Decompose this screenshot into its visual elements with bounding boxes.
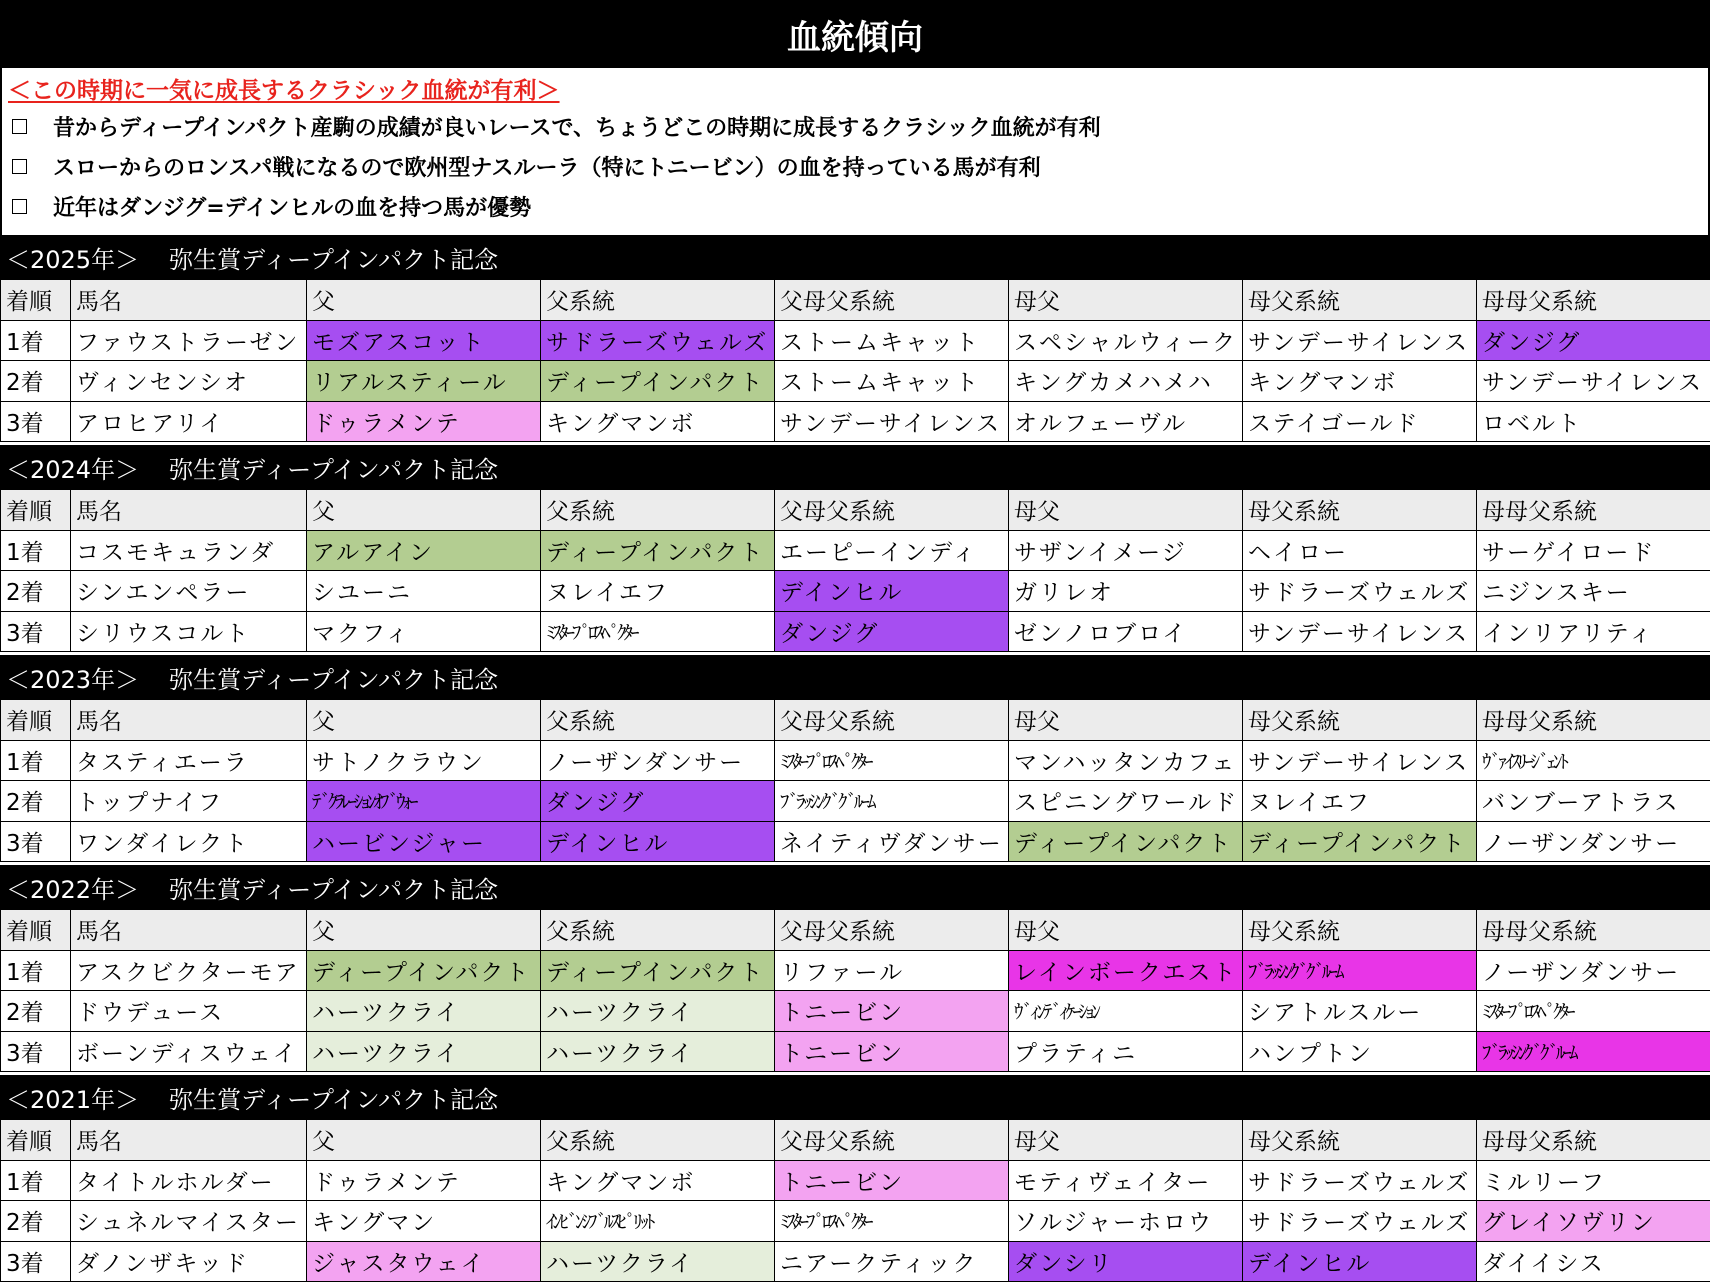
- column-header-row: [1, 280, 1710, 321]
- sire-dam-sire-line: トニービン: [775, 991, 1009, 1032]
- dam-sire-line: ハンプトン: [1243, 1031, 1477, 1072]
- dam-sire-line: サンデーサイレンス: [1243, 320, 1477, 361]
- summary-point: [2, 186, 531, 226]
- column-header: 母父系統: [1243, 280, 1477, 321]
- column-header-row: [1, 490, 1710, 531]
- column-header: 父母父系統: [775, 280, 1009, 321]
- table-row: [1, 1160, 1710, 1201]
- sire-line: ディープインパクト: [541, 361, 775, 402]
- column-header: 父: [307, 1120, 541, 1161]
- column-header: 母父系統: [1243, 910, 1477, 951]
- dam-dam-sire-line: グレイソヴリン: [1477, 1201, 1710, 1242]
- table-row: [1, 320, 1710, 361]
- column-header: 着順: [1, 490, 71, 531]
- horse-name: アスクビクターモア: [71, 950, 307, 991]
- table-row: [1, 1201, 1710, 1242]
- summary-point-text: スローからのロンスパ戦になるので欧州型ナスルーラ（特にトニービン）の血を持っている馬が有利: [53, 155, 1041, 181]
- dam-sire: オルフェーヴル: [1009, 401, 1243, 442]
- race-name: 弥生賞ディープインパクト記念: [169, 665, 499, 694]
- finish-position: 1着: [1, 320, 71, 361]
- dam-sire: プラティニ: [1009, 1031, 1243, 1072]
- dam-sire-line: ﾌﾞﾗｯｼﾝｸﾞｸﾞﾙｰﾑ: [1243, 950, 1477, 991]
- sire-dam-sire-line: トニービン: [775, 1160, 1009, 1201]
- horse-name: アロヒアリイ: [71, 401, 307, 442]
- column-header: 着順: [1, 1120, 71, 1161]
- table-row: [1, 950, 1710, 991]
- race-year: ＜2022年＞: [6, 875, 140, 904]
- column-header: 母母父系統: [1477, 490, 1710, 531]
- column-header: 母父: [1009, 280, 1243, 321]
- race-name: 弥生賞ディープインパクト記念: [169, 455, 499, 484]
- column-header: 父母父系統: [775, 1120, 1009, 1161]
- table-row: [1, 361, 1710, 402]
- horse-name: シュネルマイスター: [71, 1201, 307, 1242]
- sire-line: ヌレイエフ: [541, 571, 775, 612]
- summary-point: [2, 146, 1041, 186]
- horse-name: タスティエーラ: [71, 740, 307, 781]
- sire-dam-sire-line: ﾐｽﾀｰﾌﾟﾛｽﾍﾟｸﾀｰ: [775, 740, 1009, 781]
- column-header: 馬名: [71, 280, 307, 321]
- sire-dam-sire-line: ﾐｽﾀｰﾌﾟﾛｽﾍﾟｸﾀｰ: [775, 1201, 1009, 1242]
- dam-sire: ガリレオ: [1009, 571, 1243, 612]
- dam-dam-sire-line: インリアリティ: [1477, 611, 1710, 652]
- column-header: 父系統: [541, 700, 775, 741]
- finish-position: 3着: [1, 821, 71, 862]
- table-row: [1, 991, 1710, 1032]
- column-header: 父: [307, 910, 541, 951]
- column-header: 父系統: [541, 910, 775, 951]
- summary-point: [2, 106, 1101, 146]
- race-year: ＜2025年＞: [6, 245, 140, 274]
- checkbox-icon: [12, 199, 27, 214]
- race-name: 弥生賞ディープインパクト記念: [169, 1085, 499, 1114]
- sire: ハーツクライ: [307, 1031, 541, 1072]
- table-row: [1, 1031, 1710, 1072]
- year-header: [0, 235, 1710, 279]
- year-header: [0, 655, 1710, 699]
- dam-dam-sire-line: ノーザンダンサー: [1477, 821, 1710, 862]
- dam-sire: レインボークエスト: [1009, 950, 1243, 991]
- dam-sire: キングカメハメハ: [1009, 361, 1243, 402]
- race-year: ＜2021年＞: [6, 1085, 140, 1114]
- horse-name: ダノンザキッド: [71, 1241, 307, 1282]
- column-header: 母父系統: [1243, 700, 1477, 741]
- dam-sire-line: サドラーズウェルズ: [1243, 571, 1477, 612]
- column-header: 母母父系統: [1477, 280, 1710, 321]
- race-name: 弥生賞ディープインパクト記念: [169, 875, 499, 904]
- column-header: 母母父系統: [1477, 700, 1710, 741]
- sire-line: ﾐｽﾀｰﾌﾟﾛｽﾍﾟｸﾀｰ: [541, 611, 775, 652]
- sire-line: ディープインパクト: [541, 950, 775, 991]
- results-table: [0, 1119, 1710, 1282]
- sire-dam-sire-line: ダンジグ: [775, 611, 1009, 652]
- sire-line: キングマンボ: [541, 401, 775, 442]
- dam-dam-sire-line: ダンジグ: [1477, 320, 1710, 361]
- column-header: 父母父系統: [775, 910, 1009, 951]
- dam-sire-line: ヘイロー: [1243, 530, 1477, 571]
- column-header: 着順: [1, 910, 71, 951]
- dam-dam-sire-line: ダイイシス: [1477, 1241, 1710, 1282]
- results-table: [0, 279, 1710, 442]
- dam-dam-sire-line: バンブーアトラス: [1477, 781, 1710, 822]
- sire-dam-sire-line: サンデーサイレンス: [775, 401, 1009, 442]
- dam-sire: ソルジャーホロウ: [1009, 1201, 1243, 1242]
- dam-dam-sire-line: ニジンスキー: [1477, 571, 1710, 612]
- dam-sire: ディープインパクト: [1009, 821, 1243, 862]
- column-header: 母母父系統: [1477, 1120, 1710, 1161]
- sire-line: ｲﾝﾋﾞﾝｼﾌﾞﾙｽﾋﾟﾘｯﾄ: [541, 1201, 775, 1242]
- column-header: 馬名: [71, 700, 307, 741]
- year-header: [0, 865, 1710, 909]
- dam-dam-sire-line: サンデーサイレンス: [1477, 361, 1710, 402]
- horse-name: コスモキュランダ: [71, 530, 307, 571]
- dam-sire: ｳﾞｨﾝﾃﾞｨｹｰｼｮﾝ: [1009, 991, 1243, 1032]
- column-header: 馬名: [71, 910, 307, 951]
- table-row: [1, 821, 1710, 862]
- table-row: [1, 530, 1710, 571]
- dam-dam-sire-line: ノーザンダンサー: [1477, 950, 1710, 991]
- finish-position: 2着: [1, 571, 71, 612]
- results-table: [0, 699, 1710, 862]
- checkbox-icon: [12, 119, 27, 134]
- sire-dam-sire-line: エーピーインディ: [775, 530, 1009, 571]
- horse-name: シンエンペラー: [71, 571, 307, 612]
- finish-position: 1着: [1, 950, 71, 991]
- checkbox-icon: [12, 159, 27, 174]
- column-header: 父: [307, 490, 541, 531]
- sire: リアルスティール: [307, 361, 541, 402]
- column-header: 母父: [1009, 700, 1243, 741]
- page-title: 血統傾向: [0, 0, 1710, 68]
- sire-dam-sire-line: トニービン: [775, 1031, 1009, 1072]
- column-header: 馬名: [71, 1120, 307, 1161]
- finish-position: 3着: [1, 611, 71, 652]
- finish-position: 2着: [1, 361, 71, 402]
- dam-dam-sire-line: ミルリーフ: [1477, 1160, 1710, 1201]
- table-row: [1, 611, 1710, 652]
- summary-point-text: 近年はダンジグ=デインヒルの血を持つ馬が優勢: [53, 195, 532, 221]
- race-year: ＜2024年＞: [6, 455, 140, 484]
- finish-position: 3着: [1, 401, 71, 442]
- dam-sire-line: ヌレイエフ: [1243, 781, 1477, 822]
- sire-line: サドラーズウェルズ: [541, 320, 775, 361]
- year-header: [0, 1075, 1710, 1119]
- dam-sire: スペシャルウィーク: [1009, 320, 1243, 361]
- column-header: 父: [307, 280, 541, 321]
- column-header: 母父: [1009, 910, 1243, 951]
- sire-dam-sire-line: ニアークティック: [775, 1241, 1009, 1282]
- column-header-row: [1, 700, 1710, 741]
- dam-sire-line: キングマンボ: [1243, 361, 1477, 402]
- sire: ジャスタウェイ: [307, 1241, 541, 1282]
- finish-position: 2着: [1, 991, 71, 1032]
- column-header: 父: [307, 700, 541, 741]
- column-header: 母父: [1009, 490, 1243, 531]
- dam-dam-sire-line: ｳﾞｧｲｽﾘｰｼﾞｪﾝﾄ: [1477, 740, 1710, 781]
- sire: シユーニ: [307, 571, 541, 612]
- horse-name: ドウデュース: [71, 991, 307, 1032]
- table-row: [1, 1241, 1710, 1282]
- dam-sire-line: サドラーズウェルズ: [1243, 1201, 1477, 1242]
- table-row: [1, 781, 1710, 822]
- horse-name: ワンダイレクト: [71, 821, 307, 862]
- column-header: 父系統: [541, 490, 775, 531]
- dam-sire: ダンシリ: [1009, 1241, 1243, 1282]
- dam-sire-line: デインヒル: [1243, 1241, 1477, 1282]
- dam-sire-line: シアトルスルー: [1243, 991, 1477, 1032]
- dam-sire-line: サドラーズウェルズ: [1243, 1160, 1477, 1201]
- dam-sire-line: サンデーサイレンス: [1243, 740, 1477, 781]
- sire-line: ディープインパクト: [541, 530, 775, 571]
- dam-sire: サザンイメージ: [1009, 530, 1243, 571]
- column-header: 母父系統: [1243, 1120, 1477, 1161]
- finish-position: 1着: [1, 530, 71, 571]
- finish-position: 3着: [1, 1241, 71, 1282]
- sire-dam-sire-line: デインヒル: [775, 571, 1009, 612]
- dam-dam-sire-line: ﾌﾞﾗｯｼﾝｸﾞｸﾞﾙｰﾑ: [1477, 1031, 1710, 1072]
- sire: アルアイン: [307, 530, 541, 571]
- sire-dam-sire-line: ストームキャット: [775, 320, 1009, 361]
- race-name: 弥生賞ディープインパクト記念: [169, 245, 499, 274]
- column-header: 母母父系統: [1477, 910, 1710, 951]
- horse-name: ヴィンセンシオ: [71, 361, 307, 402]
- column-header: 母父系統: [1243, 490, 1477, 531]
- sire-dam-sire-line: ストームキャット: [775, 361, 1009, 402]
- column-header: 父系統: [541, 280, 775, 321]
- column-header: 父母父系統: [775, 490, 1009, 531]
- dam-sire: ゼンノロブロイ: [1009, 611, 1243, 652]
- column-header: 馬名: [71, 490, 307, 531]
- dam-sire: マンハッタンカフェ: [1009, 740, 1243, 781]
- column-header: 着順: [1, 700, 71, 741]
- table-row: [1, 571, 1710, 612]
- sire: ドゥラメンテ: [307, 1160, 541, 1201]
- sire: マクフィ: [307, 611, 541, 652]
- sire-dam-sire-line: ﾌﾞﾗｯｼﾝｸﾞｸﾞﾙｰﾑ: [775, 781, 1009, 822]
- column-header-row: [1, 1120, 1710, 1161]
- table-row: [1, 740, 1710, 781]
- column-header: 父母父系統: [775, 700, 1009, 741]
- horse-name: トップナイフ: [71, 781, 307, 822]
- results-table: [0, 489, 1710, 652]
- dam-sire-line: ステイゴールド: [1243, 401, 1477, 442]
- sire: サトノクラウン: [307, 740, 541, 781]
- summary-point-text: 昔からディープインパクト産駒の成績が良いレースで、ちょうどこの時期に成長するクラシック血統が有利: [53, 115, 1101, 141]
- dam-sire-line: ディープインパクト: [1243, 821, 1477, 862]
- dam-dam-sire-line: ﾐｽﾀｰﾌﾟﾛｽﾍﾟｸﾀｰ: [1477, 991, 1710, 1032]
- dam-dam-sire-line: ロベルト: [1477, 401, 1710, 442]
- column-header: 着順: [1, 280, 71, 321]
- sire: ディープインパクト: [307, 950, 541, 991]
- sire-line: キングマンボ: [541, 1160, 775, 1201]
- horse-name: ファウストラーゼン: [71, 320, 307, 361]
- column-header: 父系統: [541, 1120, 775, 1161]
- sire: ハーツクライ: [307, 991, 541, 1032]
- dam-dam-sire-line: サーゲイロード: [1477, 530, 1710, 571]
- dam-sire-line: サンデーサイレンス: [1243, 611, 1477, 652]
- finish-position: 3着: [1, 1031, 71, 1072]
- sire: ハービンジャー: [307, 821, 541, 862]
- column-header-row: [1, 910, 1710, 951]
- table-row: [1, 401, 1710, 442]
- finish-position: 2着: [1, 1201, 71, 1242]
- sire-dam-sire-line: ネイティヴダンサー: [775, 821, 1009, 862]
- sire-line: ダンジグ: [541, 781, 775, 822]
- sire: モズアスコット: [307, 320, 541, 361]
- sire: ﾃﾞｸﾗﾚｰｼｮﾝｵﾌﾞｳｫｰ: [307, 781, 541, 822]
- trend-summary: [0, 68, 1710, 235]
- horse-name: ボーンディスウェイ: [71, 1031, 307, 1072]
- sire-line: ハーツクライ: [541, 991, 775, 1032]
- finish-position: 1着: [1, 740, 71, 781]
- race-year: ＜2023年＞: [6, 665, 140, 694]
- sire-line: ハーツクライ: [541, 1241, 775, 1282]
- sire-dam-sire-line: リファール: [775, 950, 1009, 991]
- sire-line: デインヒル: [541, 821, 775, 862]
- horse-name: シリウスコルト: [71, 611, 307, 652]
- horse-name: タイトルホルダー: [71, 1160, 307, 1201]
- results-table: [0, 909, 1710, 1072]
- column-header: 母父: [1009, 1120, 1243, 1161]
- year-header: [0, 445, 1710, 489]
- finish-position: 1着: [1, 1160, 71, 1201]
- sire-line: ハーツクライ: [541, 1031, 775, 1072]
- sire-line: ノーザンダンサー: [541, 740, 775, 781]
- finish-position: 2着: [1, 781, 71, 822]
- sire: ドゥラメンテ: [307, 401, 541, 442]
- summary-heading: ＜この時期に一気に成長するクラシック血統が有利＞: [8, 78, 560, 104]
- dam-sire: スピニングワールド: [1009, 781, 1243, 822]
- sire: キングマン: [307, 1201, 541, 1242]
- dam-sire: モティヴェイター: [1009, 1160, 1243, 1201]
